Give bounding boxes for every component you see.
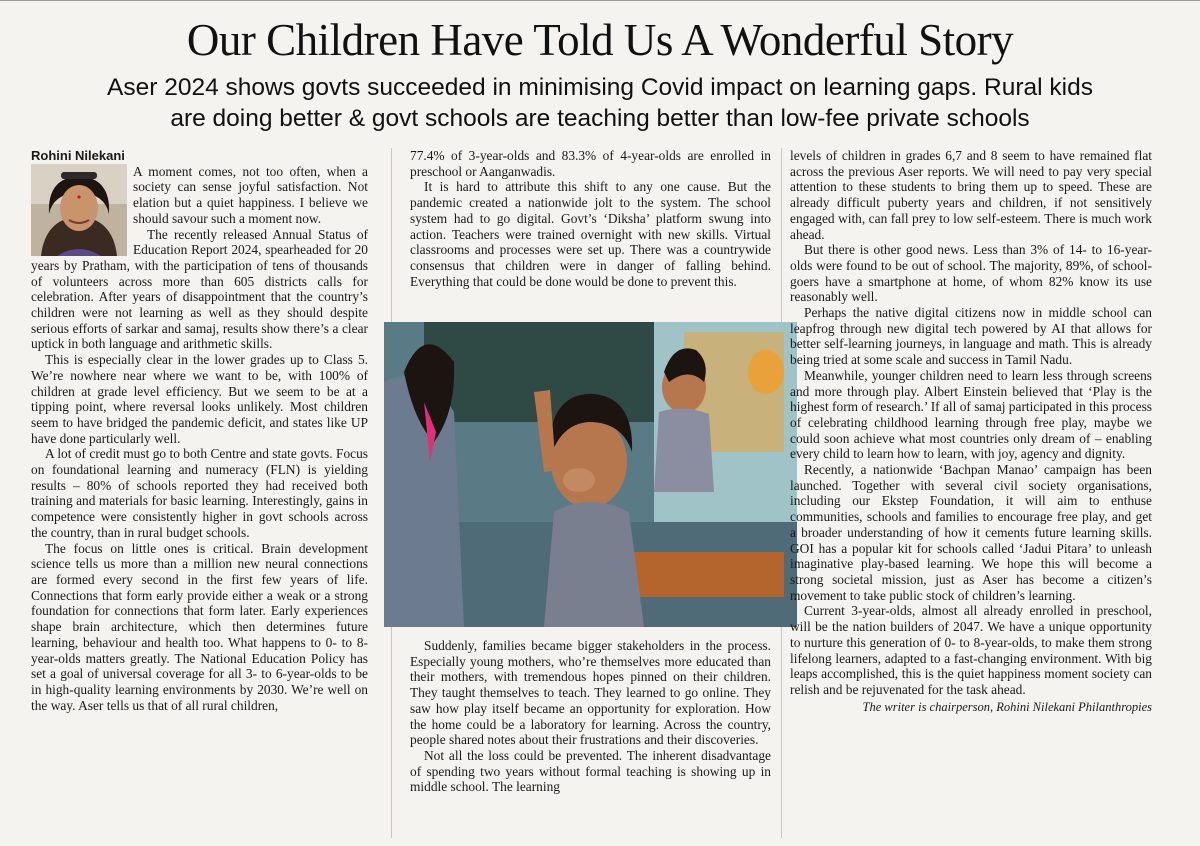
paragraph: Perhaps the native digital citizens now in middle school can leapfrog through new digital tech powered by AI that allows for better self-learning journeys, in language and math. This is already being tried at some scale and success in Tamil Nadu. bbox=[790, 305, 1152, 368]
paragraph: Current 3-year-olds, almost all already enrolled in preschool, will be the nation builders of 2047. We have a unique opportunity to nurture this generation of 0- to 8-year-olds, to make them strong lifelong learners, adapted to a fast-changing environment. With big leaps accomplished, this is the quiet happiness moment society can relish and be rejuvenated for the task ahead. bbox=[790, 603, 1152, 697]
paragraph: Suddenly, families became bigger stakeholders in the process. Especially young mothers, who’re themselves more educated than their mothers, with tremendous hopes pinned on their children. They taught themselves to teach. They learned to go online. They saw how play itself became an opportunity for exploration. How the home could be a laboratory for learning. Across the country, people shared notes about their frustrations and their discoveries. bbox=[410, 638, 771, 748]
top-rule bbox=[0, 0, 1200, 5]
paragraph: Not all the loss could be prevented. The inherent disadvantage of spending two years without formal teaching is showing up in middle school. The learning bbox=[410, 747, 771, 795]
deck-line-1: Aser 2024 shows govts succeeded in minimising Covid impact on learning gaps. Rural kids bbox=[107, 74, 1093, 101]
author-note: The writer is chairperson, Rohini Nilekani Philanthropies bbox=[862, 699, 1152, 714]
headline: Our Children Have Told Us A Wonderful Story bbox=[186, 15, 1014, 65]
paragraph: 77.4% of 3-year-olds and 83.3% of 4-year-olds are enrolled in preschool or Aanganwadis. bbox=[410, 148, 771, 179]
article-column-2-top bbox=[410, 148, 771, 289]
author-photo bbox=[31, 164, 127, 256]
deck-line-2: are doing better & govt schools are teaching better than low-fee private schools bbox=[170, 105, 1030, 132]
classroom-photo bbox=[384, 322, 797, 627]
deck bbox=[40, 72, 1160, 134]
byline: Rohini Nilekani bbox=[31, 148, 125, 163]
paragraph: levels of children in grades 6,7 and 8 seem to have remained flat across the previous Aser reports. We will need to pay very special attention to these students to bring them up to speed. These are already difficult puberty years and children, if not sensitively engaged with, can fall prey to low self-esteem. There is much work ahead. bbox=[790, 148, 1152, 242]
paragraph: The focus on little ones is critical. Brain development science tells us more than a million new neural connections are formed every second in the first few years of life. Connections that form early provide either a weak or a strong foundation for connections that form later. Early experiences shape brain architecture, which then determines future learning, behaviour and health too. What happens to 0- to 8-year-olds matters greatly. The National Education Policy has set a goal of universal coverage for all 3- to 6-year-olds to be in high-quality learning environments by 2030. We’re well on the way. Aser tells us that of all rural children, bbox=[31, 540, 368, 713]
paragraph: It is hard to attribute this shift to any one cause. But the pandemic created a nationwide jolt to the system. The school system had to go digital. Govt’s ‘Diksha’ platform swung into action. Teachers were trained overnight with new skills. Virtual classrooms and processes were set up. There was a countrywide consensus that children were in danger of falling behind. Everything that could be done would be done to prevent this. bbox=[410, 179, 771, 289]
paragraph: A moment comes, not too often, when a society can sense joyful satisfaction. Not elation but a quiet happiness. I believe we should savour such a moment now. bbox=[133, 163, 368, 226]
paragraph: Recently, a nationwide ‘Bachpan Manao’ campaign has been launched. Together with several civil society organisations, including our Ekstep Foundation, it will aim to enthuse communities, schools and families to encourage free play, and get a broader understanding of how it cements future learning skills. GOI has a popular kit for schools called ‘Jadui Pitara’ to unleash imaginative play-based learning. We hope this will become a strong societal mission, just as Aser has become a citizen’s movement to take public stock of children’s learning. bbox=[790, 462, 1152, 603]
article-column-1 bbox=[31, 148, 368, 713]
paragraph: The recently released Annual Status of Education Report 2024, spearheaded for 20 years by Pratham, with the participation of tens of thousands of volunteers across more than 605 districts calls for celebration. After years of disappointment that the country’s children were not learning as well as they should despite serious efforts of sarkar and samaj, results show there’s a clear uptick in both language and arithmetic skills. bbox=[31, 226, 368, 352]
paragraph: This is especially clear in the lower grades up to Class 5. We’re nowhere near where we want to be, with 100% of children at grade level efficiency. But we seem to be at a tipping point, where reversal looks unlikely. Most children seem to have bridged the pandemic deficit, and states like UP have done particularly well. bbox=[31, 352, 368, 446]
article-column-2-bottom bbox=[410, 638, 771, 795]
article-column-3 bbox=[790, 148, 1152, 715]
paragraph: Meanwhile, younger children need to learn less through screens and more through play. Albert Einstein believed that ‘Play is the highest form of research.’ If all of samaj participated in this process of celebrating childhood learning through free play, maybe we could soon achieve what most countries only dream of – enabling every child to learn how to learn, with joy, agency and dignity. bbox=[790, 367, 1152, 462]
paragraph: But there is other good news. Less than 3% of 14- to 16-year-olds were found to be out of school. The majority, 89%, of school-goers have a smartphone at home, of whom 82% know its use reasonably well. bbox=[790, 242, 1152, 305]
paragraph: A lot of credit must go to both Centre and state govts. Focus on foundational learning and numeracy (FLN) is yielding results – 80% of schools reported they had received both training and materials for basic learning. Interestingly, gains in competence were consistently higher in govt schools across the country, than in rural budget schools. bbox=[31, 446, 368, 540]
